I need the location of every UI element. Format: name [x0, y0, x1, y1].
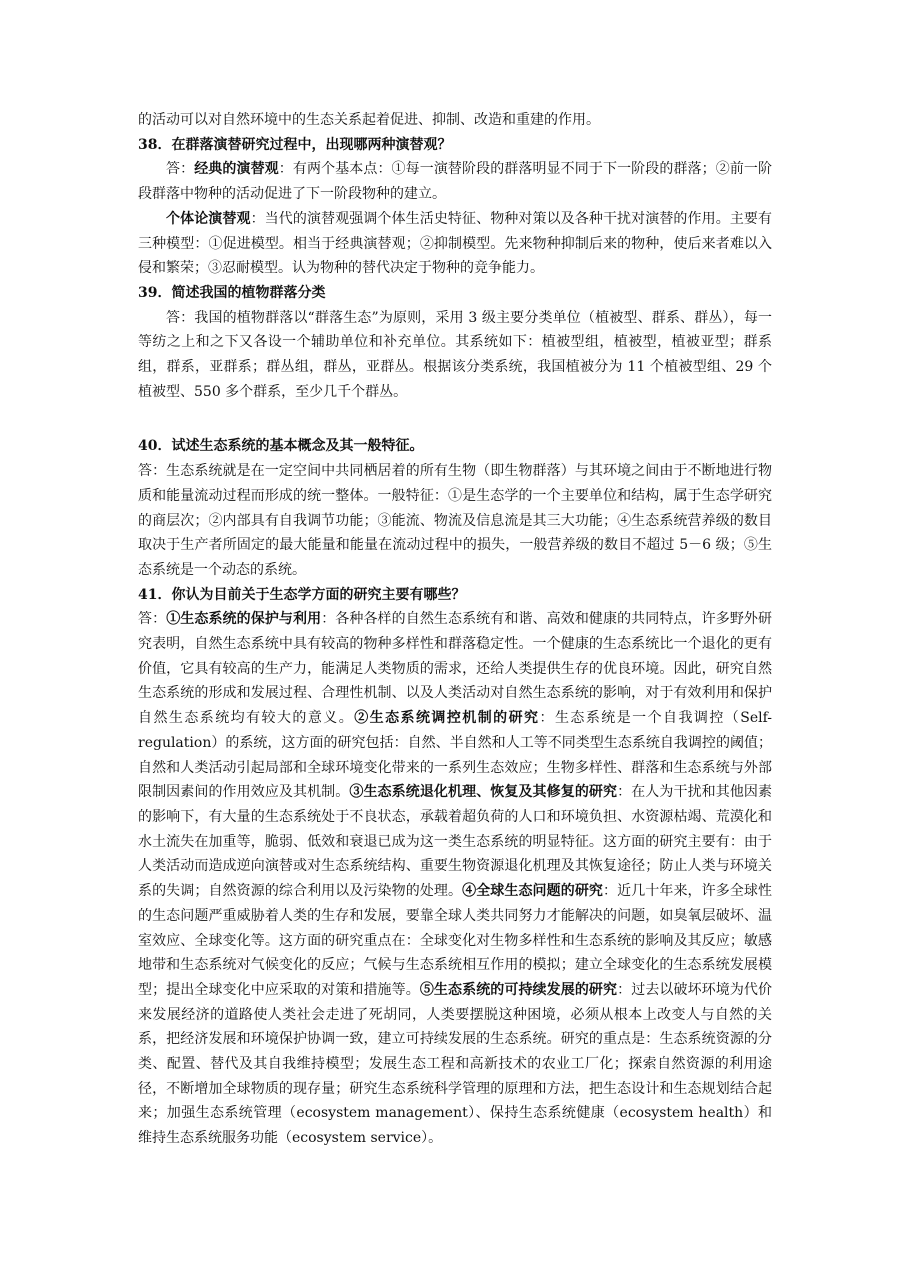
- classic-succession-term: 经典的演替观: [194, 161, 279, 178]
- intro-paragraph: 的活动可以对自然环境中的生态关系起着促进、抑制、改造和重建的作用。: [138, 112, 600, 128]
- research-topic-1-title: ①生态系统的保护与利用: [166, 611, 322, 628]
- research-topic-4-text: ：近几十年来，许多全球性的生态问题严重威胁着人类的生存和发展，要靠全球人类共同努力才能解决的问题，如臭氧层破坏、温室效应、全球变化等。这方面的研究重点在：全球变化对生物多样性和生态系统的影响及其反应；敏感地带和生态系统对气候变化的反应；气候与生态系统相互作用的模拟；建立全球变化的生态系统发展模型；提出全球变化中应采取的对策和措施等。: [138, 883, 773, 998]
- question-40-answer: 答：生态系统就是在一定空间中共同栖居着的所有生物（即生物群落）与其环境之间由于不断地进行物质和能量流动过程而形成的统一整体。一般特征：①是生态学的一个主要单位和结构，属于生态学研究的商层次；②内部具有自我调节功能；③能流、物流及信息流是其三大功能；④生态系统营养级的数目取决于生产者所固定的最大能量和能量在流动过程中的损失，一般营养级的数目不超过 5－6 级；⑤生态系统是一个动态的系统。: [138, 463, 772, 578]
- question-38-classic-paragraph: [138, 157, 772, 206]
- section-gap: [138, 404, 772, 434]
- question-41-title: 41．你认为目前关于生态学方面的研究主要有哪些？: [138, 586, 466, 603]
- document-page: [138, 108, 772, 1151]
- individual-succession-text: ：当代的演替观强调个体生活史特征、物种对策以及各种干扰对演替的作用。主要有三种模型：①促进模型。相当于经典演替观；②抑制模型。先来物种抑制后来的物种，使后来者难以入侵和繁荣；③忍耐模型。认为物种的替代决定于物种的竞争能力。: [138, 210, 773, 277]
- research-topic-4-title: ④全球生态问题的研究: [462, 883, 604, 900]
- question-39-answer: 答：我国的植物群落以“群落生态”为原则，采用 3 级主要分类单位（植被型、群系、群丛），每一等纺之上和之下又各设一个辅助单位和补充单位。其系统如下：植被型组，植被型，植被亚型；群系组，群系，亚群系；群丛组，群丛，亚群丛。根据该分类系统，我国植被分为 11 个植被型组、29 个植被型、550 多个群系，至少几千个群丛。: [138, 309, 772, 400]
- question-40-title: 40．试述生态系统的基本概念及其一般特征。: [138, 438, 424, 455]
- answer-prefix: 答：: [138, 611, 167, 628]
- research-topic-5-title: ⑤生态系统的可持续发展的研究: [419, 981, 618, 998]
- research-topic-2-title: ②生态系统调控机制的研究: [354, 710, 540, 727]
- question-39-title: 39．简述我国的植物群落分类: [138, 284, 326, 301]
- research-topic-3-title: ③生态系统退化机理、恢复及其修复的研究: [349, 784, 618, 801]
- research-topic-5-text: ：过去以破坏环境为代价来发展经济的道路使人类社会走进了死胡同，人类要摆脱这种困境，必须从根本上改变人与自然的关系，把经济发展和环境保护协调一致，建立可持续发展的生态系统。研究的重点是：生态系统资源的分类、配置、替代及其自我维持模型；发展生态工程和高新技术的农业工厂化；探索自然资源的利用途径，不断增加全球物质的现存量；研究生态系统科学管理的原理和方法，把生态设计和生态规划结合起来；加强生态系统管理（ecosystem management）、保持生态系统健康（ecosystem health）和维持生态系统服务功能（ecosystem service）。: [138, 981, 773, 1147]
- research-topic-3-text: ：在人为干扰和其他因素的影响下，有大量的生态系统处于不良状态，承载着超负荷的人口和环境负担、水资源枯竭、荒漠化和水土流失在加重等，脆弱、低效和衰退已成为这一类生态系统的明显特征。这方面的研究主要有：由于人类活动而造成逆向演替或对生态系统结构、重要生物资源退化机理及其恢复途径；防止人类与环境关系的失调；自然资源的综合利用以及污染物的处理。: [138, 784, 773, 900]
- research-topic-2-text: ：生态系统是一个自我调控（Self- regulation）的系统，这方面的研究包括：自然、半自然和人工等不同类型生态系统自我调控的阈值；自然和人类活动引起局部和全球环境变化带来的一系列生态效应；生物多样性、群落和生态系统与外部限制因素间的作用效应及其机制。: [138, 710, 773, 801]
- question-41-answer: [138, 607, 772, 1150]
- question-38-title: 38．在群落演替研究过程中，出现哪两种演替观？: [138, 136, 452, 153]
- answer-prefix: 答：: [166, 161, 195, 178]
- individual-succession-term: 个体论演替观: [166, 210, 251, 227]
- classic-succession-text: ：有两个基本点：①每一演替阶段的群落明显不同于下一阶段的群落；②前一阶段群落中物种的活动促进了下一阶段物种的建立。: [138, 161, 773, 203]
- question-38-individual-paragraph: [138, 207, 772, 281]
- research-topic-1-text: ：各种各样的自然生态系统有和谐、高效和健康的共同特点，许多野外研究表明，自然生态系统中具有较高的物种多样性和群落稳定性。一个健康的生态系统比一个退化的更有价值，它具有较高的生产力，能满足人类物质的需求，还给人类提供生存的优良环境。因此，研究自然生态系统的形成和发展过程、合理性机制、以及人类活动对自然生态系统的影响，对于有效利用和保护自然生态系统均有较大的意义。: [138, 611, 773, 727]
